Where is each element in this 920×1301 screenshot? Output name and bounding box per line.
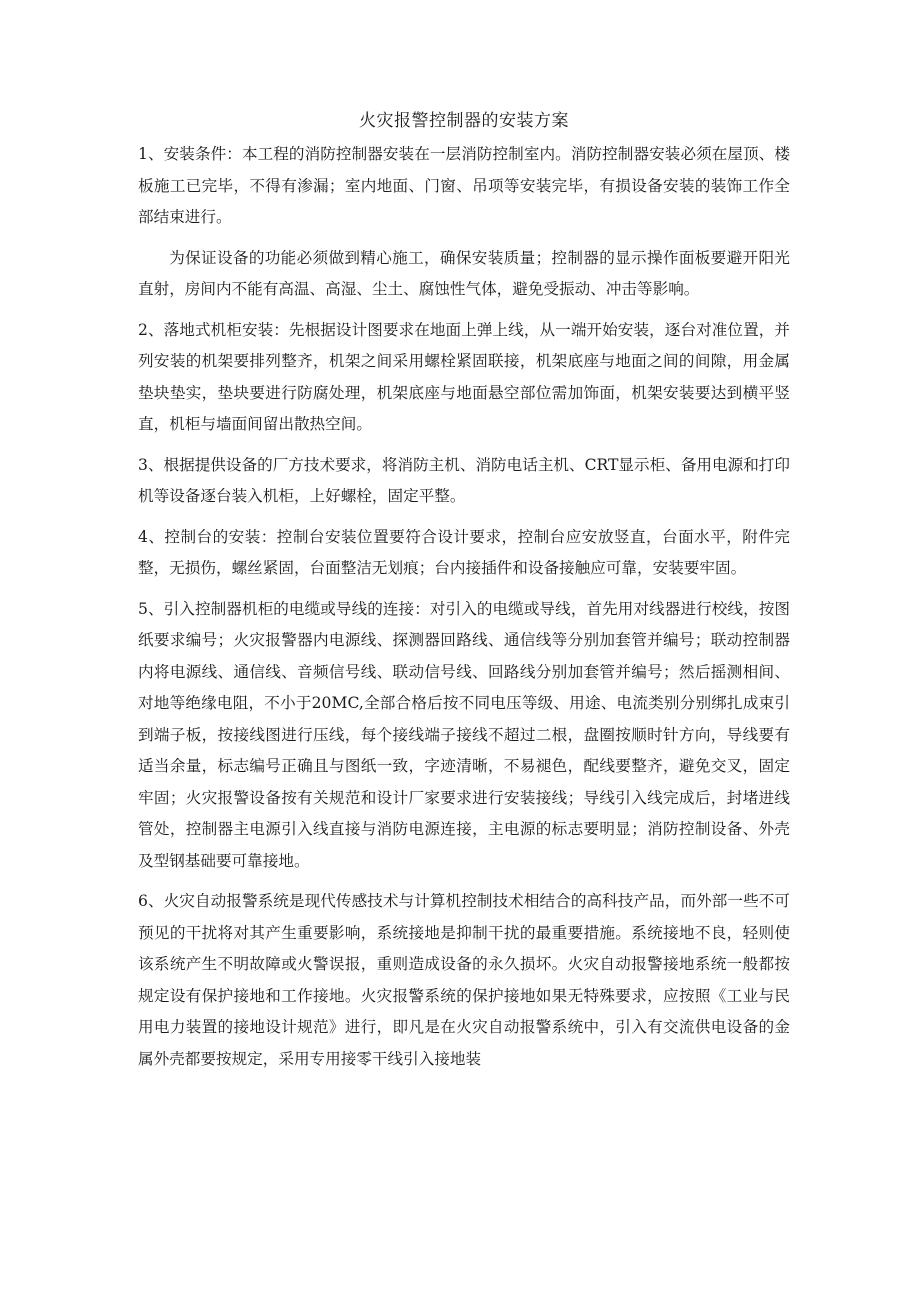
paragraph-floor-cabinet: 2、落地式机柜安装：先根据设计图要求在地面上弹上线，从一端开始安装，逐台对准位置，并列安装的机架要排列整齐，机架之间采用螺栓紧固联接，机架底座与地面之间的间隙，用金属垫块垫实，垫块要进行防腐处理，机架底座与地面悬空部位需加饰面，机架安装要达到横平竖直，机柜与墙面间留出散热空间。 bbox=[138, 320, 790, 433]
document-title: 火灾报警控制器的安装方案 bbox=[359, 111, 569, 131]
paragraph-equipment-mounting: 3、根据提供设备的厂方技术要求，将消防主机、消防电话主机、CRT显示柜、备用电源和打印机等设备逐台装入机柜，上好螺栓，固定平整。 bbox=[138, 455, 790, 505]
paragraph-cable-connection: 5、引入控制器机柜的电缆或导线的连接：对引入的电缆或导线，首先用对线器进行校线，按图纸要求编号；火灾报警器内电源线、探测器回路线、通信线等分别加套管并编号；联动控制器内将电源线、通信线、音频信号线、联动信号线、回路线分别加套管并编号；然后摇测相间、对地等绝缘电阻，不小于20MC,全部合格后按不同电压等级、用途、电流类别分别绑扎成束引到端子板，按接线图进行压线，每个接线端子接线不超过二根，盘圈按顺时针方向，导线要有适当余量，标志编号正确且与图纸一致，字迹清晰，不易褪色，配线要整齐，避免交叉，固定牢固；火灾报警设备按有关规范和设计厂家要求进行安装接线；导线引入线完成后，封堵进线管处，控制器主电源引入线直接与消防电源连接，主电源的标志要明显；消防控制设备、外壳及型钢基础要可靠接地。 bbox=[138, 599, 790, 870]
paragraph-installation-conditions: 1、安装条件：本工程的消防控制器安装在一层消防控制室内。消防控制器安装必须在屋顶、楼板施工已完毕，不得有渗漏；室内地面、门窗、吊项等安装完毕，有损设备安装的装饰工作全部结束进行。 bbox=[138, 145, 790, 226]
paragraph-system-grounding: 6、火灾自动报警系统是现代传感技术与计算机控制技术相结合的高科技产品，而外部一些不可预见的干扰将对其产生重要影响，系统接地是抑制干扰的最重要措施。系统接地不良，轻则使该系统产生不明故障或火警误报，重则造成设备的永久损坏。火灾自动报警接地系统一般都按规定设有保护接地和工作接地。火灾报警系统的保护接地如果无特殊要求，应按照《工业与民用电力装置的接地设计规范》进行，即凡是在火灾自动报警系统中，引入有交流供电设备的金属外壳都要按规定，采用专用接零干线引入接地装 bbox=[138, 892, 790, 1068]
paragraph-quality-requirements: 为保证设备的功能必须做到精心施工，确保安装质量；控制器的显示操作面板要避开阳光直射，房间内不能有高温、高湿、尘土、腐蚀性气体，避免受振动、冲击等影响。 bbox=[138, 248, 790, 298]
paragraph-console-installation: 4、控制台的安装：控制台安装位置要符合设计要求，控制台应安放竖直，台面水平，附件完整，无损伤，螺丝紧固，台面整洁无划痕；台内接插件和设备接触应可靠，安装要牢固。 bbox=[138, 527, 790, 577]
